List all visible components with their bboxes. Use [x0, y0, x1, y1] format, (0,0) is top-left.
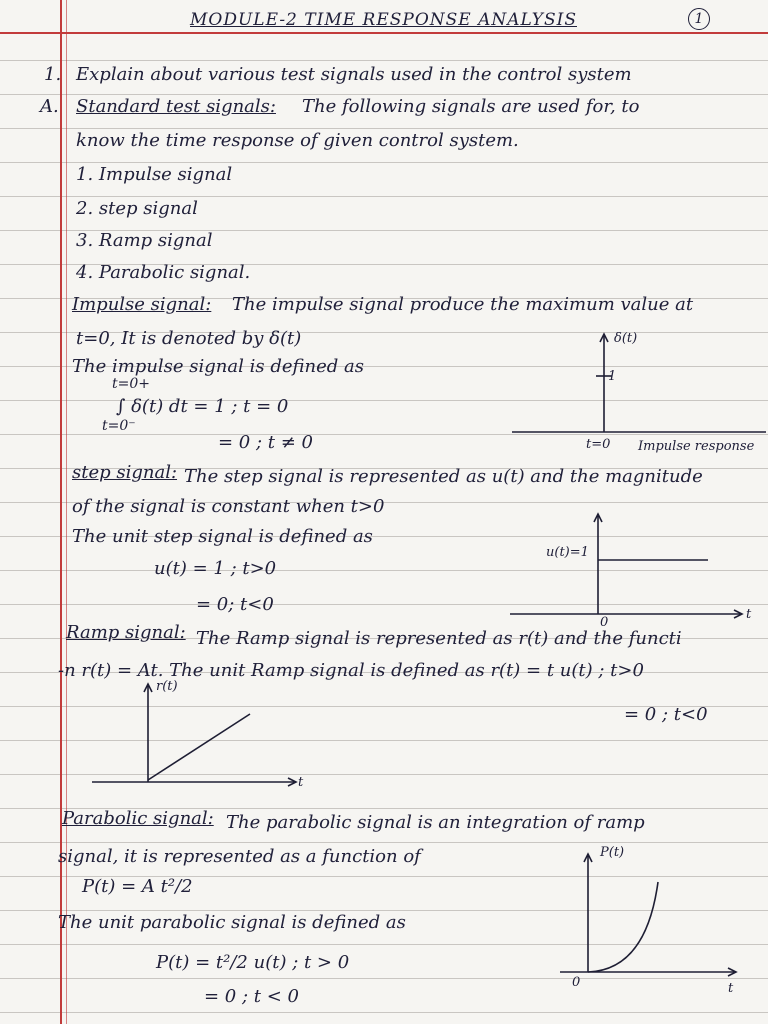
ramp-heading: Ramp signal:	[66, 622, 186, 643]
ramp-line	[148, 714, 250, 780]
ruled-line	[0, 128, 768, 129]
impulse-heading: Impulse signal:	[72, 294, 212, 315]
ruled-line	[0, 162, 768, 163]
step-x-label: t	[746, 607, 752, 622]
parabolic-x-label: t	[728, 981, 734, 996]
ramp-x-label: t	[298, 775, 304, 790]
impulse-x-label: t=0	[586, 437, 611, 452]
impulse-line2: t=0, It is denoted by δ(t)	[76, 328, 302, 349]
impulse-level-label: 1	[608, 369, 617, 384]
impulse-line1: The impulse signal produce the maximum value at	[232, 294, 694, 315]
left-margin-line	[60, 0, 62, 1024]
left-margin-line-inner	[66, 0, 67, 1024]
list-item: 2. step signal	[76, 198, 198, 219]
ramp-y-label: r(t)	[156, 679, 178, 694]
step-line2: of the signal is constant when t>0	[72, 496, 385, 517]
integral-lower-limit: t=0⁻	[102, 418, 136, 434]
integral-upper-limit: t=0+	[112, 376, 150, 392]
parabolic-line2: signal, it is represented as a function of	[58, 846, 421, 867]
question-number: 1.	[44, 64, 62, 85]
step-definition-2: = 0; t<0	[196, 594, 274, 615]
parabolic-origin-label: 0	[572, 975, 581, 990]
page-title: MODULE-2 TIME RESPONSE ANALYSIS	[190, 10, 577, 30]
step-line1: The step signal is represented as u(t) and the magnitude	[184, 466, 703, 487]
impulse-response-graph	[508, 326, 766, 456]
list-item: 4. Parabolic signal.	[76, 262, 251, 283]
step-definition-1: u(t) = 1 ; t>0	[154, 558, 277, 579]
standard-signals-heading: Standard test signals:	[76, 96, 276, 117]
impulse-otherwise: = 0 ; t ≠ 0	[218, 432, 313, 453]
integral-definition: ∫ δ(t) dt = 1 ; t = 0	[116, 396, 289, 417]
list-item: 1. Impulse signal	[76, 164, 233, 185]
impulse-caption: Impulse response	[638, 439, 755, 454]
step-origin-label: 0	[600, 615, 609, 628]
parabolic-signal-graph	[560, 842, 760, 1002]
answer-marker: A.	[40, 96, 59, 117]
page-number: 1	[688, 8, 710, 30]
ruled-line	[0, 94, 768, 95]
parabolic-line1: The parabolic signal is an integration of ramp	[226, 812, 645, 833]
answer-line1: The following signals are used for, to	[302, 96, 640, 117]
top-margin-line	[0, 32, 768, 34]
ramp-definition-2: = 0 ; t<0	[624, 704, 708, 725]
parabolic-y-label: P(t)	[600, 845, 625, 860]
ruled-line	[0, 60, 768, 61]
ruled-line	[0, 1012, 768, 1013]
parabolic-heading: Parabolic signal:	[62, 808, 214, 829]
step-level-label: u(t)=1	[546, 545, 589, 560]
step-signal-graph	[508, 508, 758, 628]
answer-line2: know the time response of given control system.	[76, 130, 519, 151]
ramp-line2: -n r(t) = At. The unit Ramp signal is defined as r(t) = t u(t) ; t>0	[58, 660, 644, 681]
parabolic-definition-2: = 0 ; t < 0	[204, 986, 299, 1007]
ramp-signal-graph	[90, 676, 320, 796]
impulse-y-label: δ(t)	[614, 331, 638, 346]
parabolic-definition-1: P(t) = t²/2 u(t) ; t > 0	[156, 952, 350, 973]
impulse-line3: The impulse signal is defined as	[72, 356, 364, 377]
ruled-line	[0, 196, 768, 197]
parabolic-curve	[588, 882, 658, 972]
parabolic-line3: The unit parabolic signal is defined as	[58, 912, 406, 933]
question-text: Explain about various test signals used in the control system	[76, 64, 632, 85]
ramp-line1: The Ramp signal is represented as r(t) and the functi	[196, 628, 682, 649]
parabolic-function: P(t) = A t²/2	[82, 876, 193, 897]
step-line3: The unit step signal is defined as	[72, 526, 373, 547]
step-heading: step signal:	[72, 462, 178, 483]
list-item: 3. Ramp signal	[76, 230, 213, 251]
